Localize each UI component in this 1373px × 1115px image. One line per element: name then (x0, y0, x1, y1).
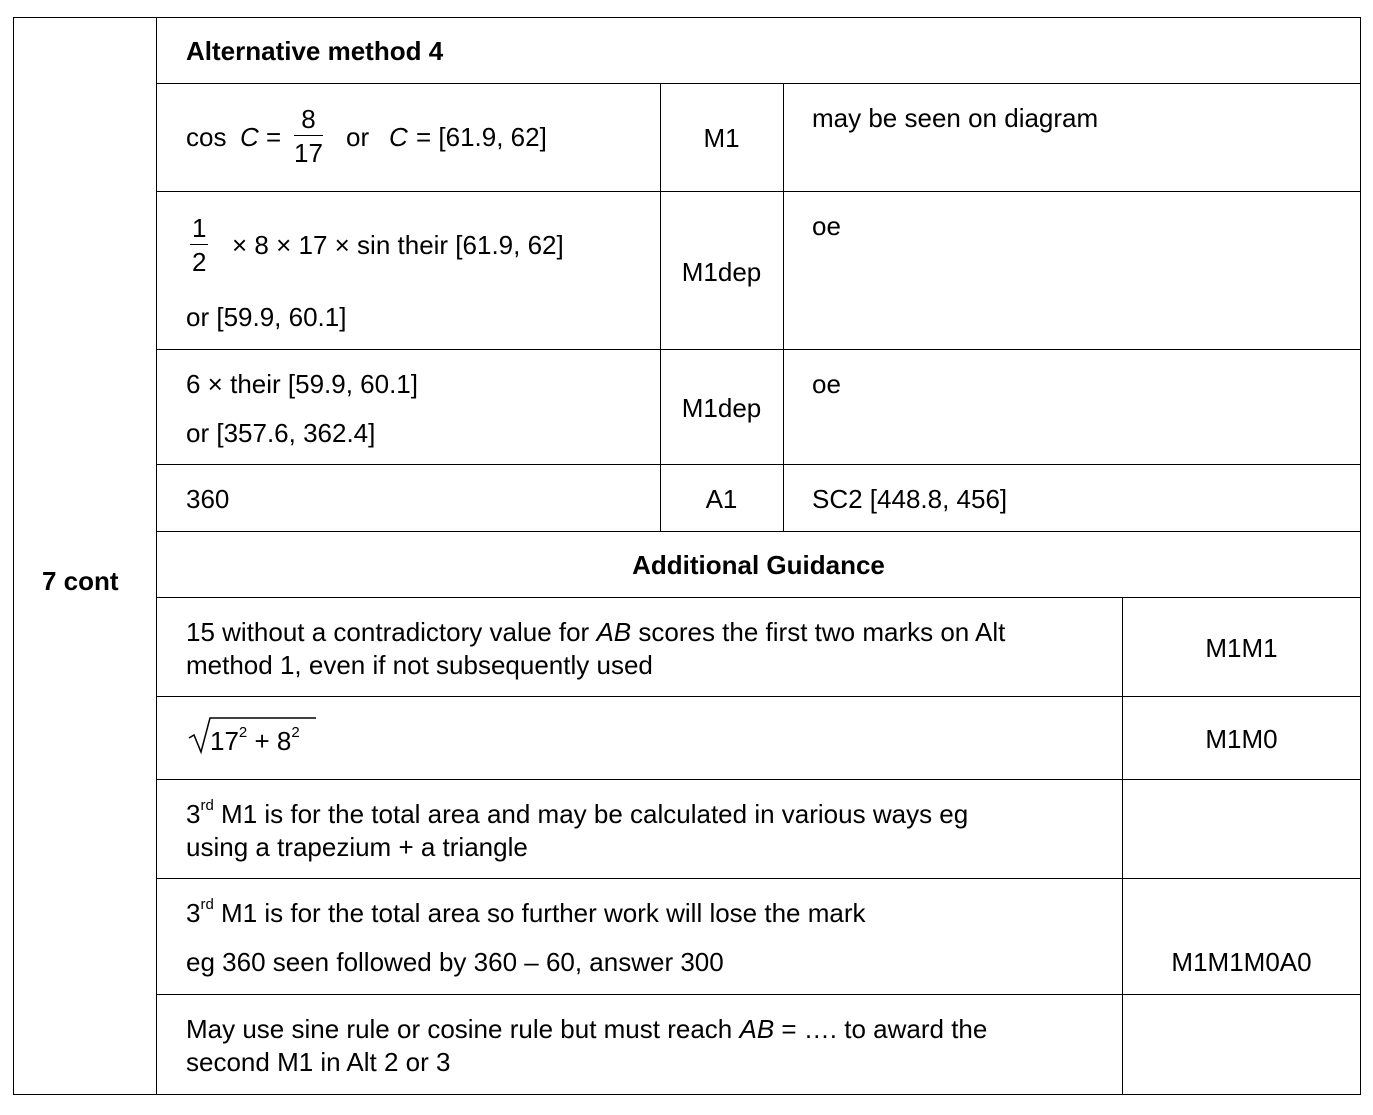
fraction-numerator: 8 (294, 106, 323, 136)
comment-sc2: SC2 [448.8, 456] (812, 484, 1008, 514)
guidance-text: 15 without a contradictory value for AB scores the first two marks on Alt (186, 617, 1006, 647)
pythagoras-expression: $17^2 + 8^2$ (210, 724, 300, 756)
row-divider (156, 779, 1361, 780)
mark-m1dep: M1dep (681, 393, 762, 423)
guidance-text: 3rd M1 is for the total area and may be calculated in various ways eg (186, 797, 969, 829)
guidance-text: second M1 in Alt 2 or 3 (186, 1047, 451, 1077)
guidance-title: Additional Guidance (632, 550, 885, 580)
guidance-text: 3rd M1 is for the total area so further work will lose the mark (186, 896, 866, 928)
fraction-numerator: 1 (192, 213, 207, 243)
row-divider (156, 531, 1361, 532)
guidance-mark: M1M1M0A0 (1171, 947, 1312, 977)
comment-oe: oe (812, 211, 841, 241)
row-divider (156, 464, 1361, 465)
alt-method-title: Alternative method 4 (186, 36, 444, 66)
fraction-denominator: 2 (192, 247, 207, 277)
guidance-text: method 1, even if not subsequently used (186, 650, 653, 680)
guidance-mark: M1M0 (1205, 724, 1278, 754)
working-total-range: or [357.6, 362.4] (186, 418, 376, 448)
row-divider (156, 696, 1361, 697)
row-divider (156, 597, 1361, 598)
working-six-times: 6 × their [59.9, 60.1] (186, 369, 418, 399)
mark-m1dep: M1dep (681, 257, 762, 287)
guidance-text: using a trapezium + a triangle (186, 832, 528, 862)
guidance-text: May use sine rule or cosine rule but must reach AB = …. to award the (186, 1014, 988, 1044)
row-divider (156, 349, 1361, 350)
comment-oe: oe (812, 369, 841, 399)
row-divider (156, 994, 1361, 995)
guidance-mark: M1M1 (1205, 633, 1278, 663)
fraction-denominator: 17 (294, 138, 323, 168)
mark-a1: A1 (705, 484, 738, 514)
row-divider (156, 83, 1361, 84)
question-label: 7 cont (42, 566, 119, 596)
row-divider (156, 878, 1361, 879)
final-answer: 360 (186, 484, 230, 514)
guidance-mark-divider (1122, 597, 1123, 1095)
guidance-text: eg 360 seen followed by 360 – 60, answer 300 (186, 947, 724, 977)
comment-diagram: may be seen on diagram (812, 103, 1099, 133)
mark-m1: M1 (703, 123, 740, 153)
row-divider (156, 191, 1361, 192)
